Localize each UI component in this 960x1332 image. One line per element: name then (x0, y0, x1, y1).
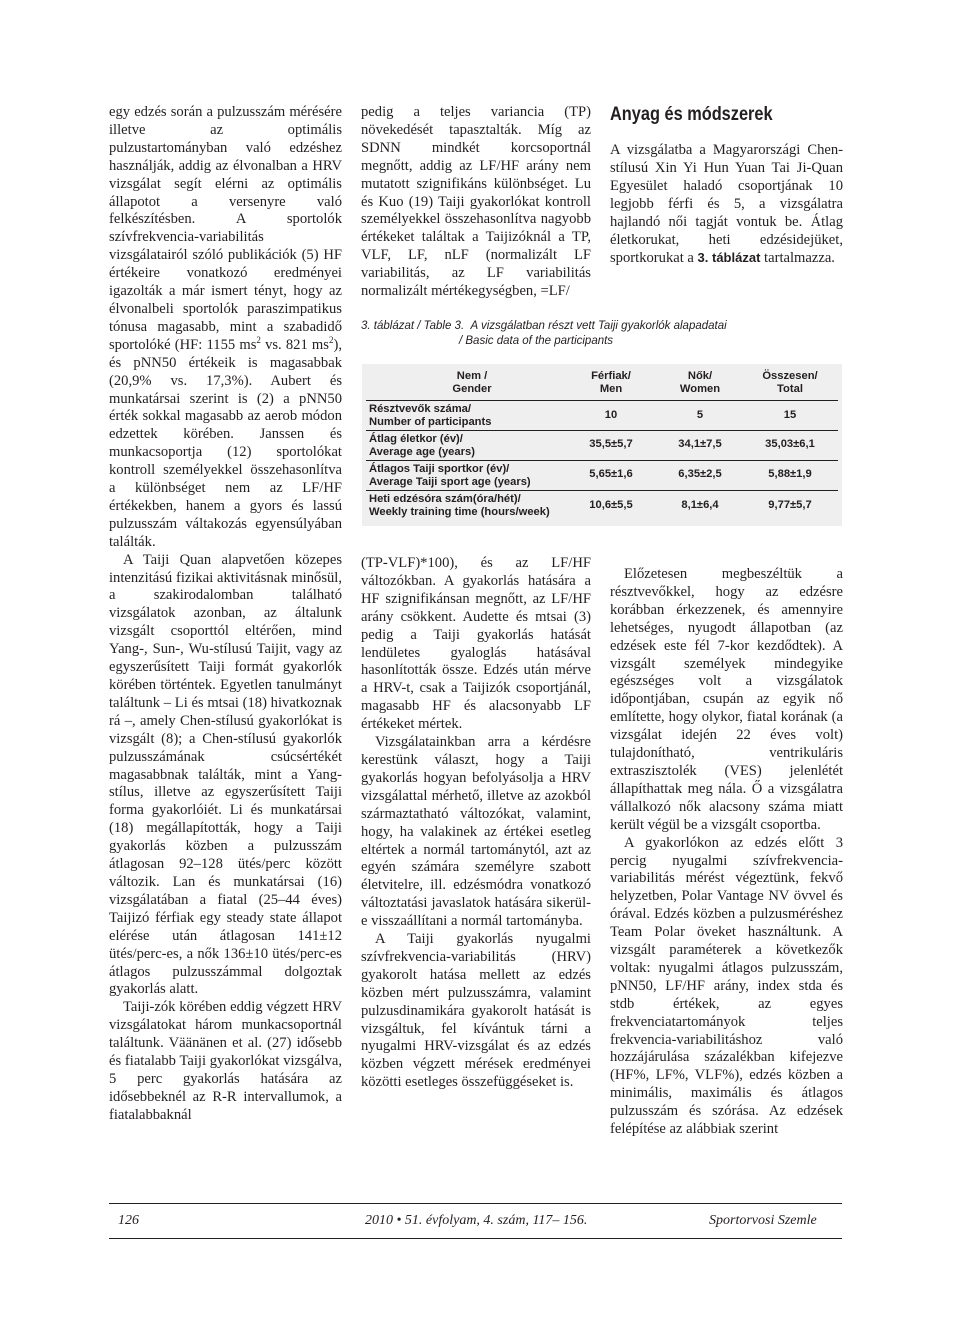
table-row-label (369, 433, 475, 458)
label-line: Average Taiji sport age (years) (369, 475, 531, 488)
table-rule (366, 400, 838, 401)
paragraph (109, 104, 342, 552)
table-cell: 5,65±1,6 (589, 468, 633, 480)
paragraph: Előzetesen megbeszéltük a résztvevőkkel, hogy az edzésre korábban érkezzenek, és amennyire lehetséges, nyugodt állapotban (az edzések este fél 7-kor kezdődtek). A vizsgált személyek mindegyike egészséges volt a vizsgálatok időpontjában, csupán az egyik nő említette, hogy olykor, fiatal korának (a vizsgálat idején 22 éves volt) tulajdonítható, ventrikuláris extraszisztolék (VES) jelenlétét állapíthattak meg nála. Ő a vizsgálatra vállalkozó nők alacsony száma miatt került végül be a vizsgált csoportba. (610, 566, 843, 833)
table-cell: 34,1±7,5 (678, 438, 722, 450)
table-header-total (745, 370, 835, 396)
superscript: 2 (256, 334, 261, 345)
table-cell: 15 (783, 409, 797, 421)
paragraph-text: egy edzés során a pulzusszám mérésére illetve az optimális pulzustartományban való edzéshez használják, addig az élvonalban a HRV vizsgálat segít elérni az optimális állapotot a versenyre való felkészítésben. A sportolók szívfrekvencia-variabilitás vizsgálatairól szóló publikációk (5) HF értékeire vonatkozó eredményei igazolták a már ismert tényt, hogy az élvonalbeli sportolók paraszimpatikus tónusa magasabb, mint a szabadidő sportolóké (HF: 1155 ms (109, 104, 342, 353)
data-table (362, 364, 842, 526)
header-line: Nők/ (687, 370, 713, 382)
footer-rule-top (109, 1203, 842, 1204)
journal-name: Sportorvosi Szemle (709, 1213, 817, 1228)
footer-rule-bottom (109, 1238, 842, 1239)
text-column-2-bottom (361, 555, 591, 1092)
label-line: Weekly training time (hours/week) (369, 505, 550, 518)
header-line: Men (599, 383, 623, 395)
caption-label: 3. táblázat / Table 3. (361, 320, 465, 332)
table-header-men (566, 370, 656, 396)
table-cell: 35,5±5,7 (589, 438, 633, 450)
label-line: Átlag életkor (év)/ (369, 433, 463, 445)
text-column-2-top (361, 104, 591, 301)
paragraph: Taiji-zók körében eddig végzett HRV vizsgálatokat három munkacsoportnál találtunk. Väänänen et al. (27) idősebb és fiatalabb Taiji gyakorlókat vizsgálva, 5 perc gyakorlás hatására az idősebbeknél az R-R intervallumok, a fiatalabbaknál (109, 999, 342, 1123)
table-cell: 10,6±5,5 (589, 499, 633, 511)
paragraph-text: vs. 821 ms (260, 336, 329, 353)
label-line: Heti edzésóra szám(óra/hét)/ (369, 493, 521, 505)
paragraph-text: ), és pNN50 értékeik is magasabbak (20,9% vs. 17,3%). Aubert és munkatársai szerint is (2) a pNN50 érték sokkal magasabb az aerob módon edzettek körében. Janssen és munkacsoportja (12) sportolókat kontroll személyekkel összehasonlítva a különbséget nem az LF/HF értékekben, hanem a gyors és lassú pulzusszám váltakozás egyensúlyában találták. (109, 336, 342, 550)
superscript: 2 (328, 334, 334, 345)
table-rule (366, 430, 838, 431)
text-column-1 (109, 104, 342, 1125)
table-cell: 9,77±5,7 (768, 499, 812, 511)
header-line: Nem / (456, 370, 488, 382)
paragraph: Vizsgálatainkban arra a kérdésre kerestünk választ, hogy a Taiji gyakorlás hogyan befolyásolja a HRV vizsgálattal mérhető, illetve az azokból származtatható változókat, valamint, hogy, ha valakinek az értékei esetleg eltértek a normál tartománytól, azt az egyén számára személyre szabott életvitelre, ill. edzésmódra vonatkozó változtatási javaslatok hatására sikerül-e visszaállítani a normál tartományba. (361, 734, 591, 930)
caption-text: A vizsgálatban részt vett Taiji gyakorlók alapadatai (470, 320, 727, 332)
label-line: Átlagos Taiji sportkor (év)/ (369, 463, 510, 475)
table-cell: 6,35±2,5 (678, 468, 722, 480)
text-column-3-top (610, 142, 843, 268)
label-line: Average age (years) (369, 445, 475, 458)
table-cell: 5 (696, 409, 704, 421)
issue-info: 2010 • 51. évfolyam, 4. szám, 117– 156. (365, 1213, 588, 1228)
header-line: Férfiak/ (591, 370, 631, 382)
header-line: Gender (452, 383, 492, 395)
label-line: Number of participants (369, 415, 492, 428)
table-reference: 3. táblázat (697, 250, 761, 266)
table-cell: 8,1±6,4 (681, 499, 719, 511)
table-row-label (369, 493, 550, 518)
table-row-label (369, 403, 491, 428)
paragraph: A gyakorlókon az edzés előtt 3 percig nyugalmi szívfrekvencia-variabilitás mérést végeztünk, fekvő helyzetben, Polar Vantage NV övvel és órával. Edzés közben a pulzusméréshez Team Polar öveket használtunk. A vizsgált paraméterek a következők voltak: nyugalmi átlagos pulzusszám, pNN50, LF/HF arány, index stda és stdb értékek, az egyes frekvenciatartományok teljes frekvencia-variabilitáshoz való hozzájárulása százalékban kifejezve (HF%, LF%, VLF%), edzés közben a minimális, maximális és átlagos pulzusszám és szórása. Az edzések felépítése az alábbiak szerint (610, 834, 843, 1138)
header-line: Összesen/ (762, 370, 818, 382)
paragraph-text: A vizsgálatba a Magyarországi Chen-stílusú Xin Yi Hun Yuan Tai Ji-Quan Egyesület haladó csoportjának 10 legjobb férfi és 5, a vizsgálatra hajlandó női tagját vontuk be. Átlag életkorukat, heti edzésidejüket, sportkorukat a (610, 142, 843, 267)
table-rule (366, 460, 838, 461)
paragraph (610, 142, 843, 268)
paragraph: A Taiji gyakorlás nyugalmi szívfrekvencia-variabilitás (HRV) gyakorolt hatása mellett az edzés közben mért pulzusszámra, valamint pulzusdinamikára gyakorolt hatását is vizsgáltuk, fel kívántuk tárni a nyugalmi HRV-vizsgálat és az edzés közben végzett mérések eredményei közötti esetleges összefüggéseket is. (361, 931, 591, 1091)
table-rule (366, 490, 838, 491)
caption-line (361, 319, 761, 334)
table-row-label (369, 463, 531, 488)
paragraph: A Taiji Quan alapvetően közepes intenzitású fizikai aktivitásnak minősül, a szakirodalomban található vizsgálatok azonban, az általunk vizsgált csoporttól eltérően, mind Yang-, Sun-, Wu-stílusú Taijit, vagy az egyszerűsített Taiji formát gyakorlók körében történtek. Egyetlen tanulmányt találtunk – Li és mtsai (18) hivatkoznak rá –, amely Chen-stílusú gyakorlókat is vizsgált (8); a Chen-stílusú gyakorlók pulzusszámának csúcsértékét magasabbnak találták, mint a Yang-stílus, illetve az egyszerűsített Taiji forma gyakorlóiét. Li és munkatársai (18) megállapították, hogy a Taiji gyakorlás közben a pulzusszám átlagosan 92–128 ütés/perc között változik. Lan és munkatársai (16) vizsgálatában a fiatal (25–44 éves) Taijizó férfiak egy steady state állapot elérése után átlagosan 141±12 ütés/perc-es, a nők 136±10 ütés/perc-es átlagos pulzusszámmal dolgoztak gyakorlás alatt. (109, 551, 342, 998)
text-column-3-bottom (610, 566, 843, 1139)
caption-text-2: / Basic data of the participants (459, 335, 614, 347)
label-line: Résztvevők száma/ (369, 403, 471, 415)
paragraph-text: tartalmazza. (760, 250, 835, 267)
page-number: 126 (118, 1213, 139, 1228)
header-line: Total (777, 383, 803, 395)
paragraph: pedig a teljes variancia (TP) növekedését tapasztalták. Míg az SDNN mindkét korcsoportnál megnőtt, addig az LF/HF arány nem mutatott szignifikáns különbséget. Lu és Kuo (19) Taiji gyakorlókat kontroll személyekkel összehasonlítva nagyobb értékeket találtak a Taijizóknál a TP, VLF, LF, nLF (normalizált LF variabilitás, az LF variabilitás normalizált mértékegységben, =LF/ (361, 104, 591, 300)
section-heading: Anyag és módszerek (610, 104, 773, 125)
table-header-gender (402, 370, 542, 396)
table-caption (361, 319, 761, 349)
table-header-women (655, 370, 745, 396)
table-cell: 5,88±1,9 (768, 468, 812, 480)
header-line: Women (679, 383, 721, 395)
table-cell: 35,03±6,1 (765, 438, 815, 450)
paragraph: (TP-VLF)*100), és az LF/HF változókban. A gyakorlás hatására a HF szignifikánsan megnőtt, az LF/HF arány csökkent. Audette és mtsai (3) pedig a Taiji gyakorlás hatását lendületes gyaloglás hatásával hasonlították össze. Edzés után mérve a HRV-t, csak a Taijizók csoportjánál, magasabb HF és alacsonyabb LF értékeket mértek. (361, 555, 591, 733)
table-cell: 10 (604, 409, 618, 421)
